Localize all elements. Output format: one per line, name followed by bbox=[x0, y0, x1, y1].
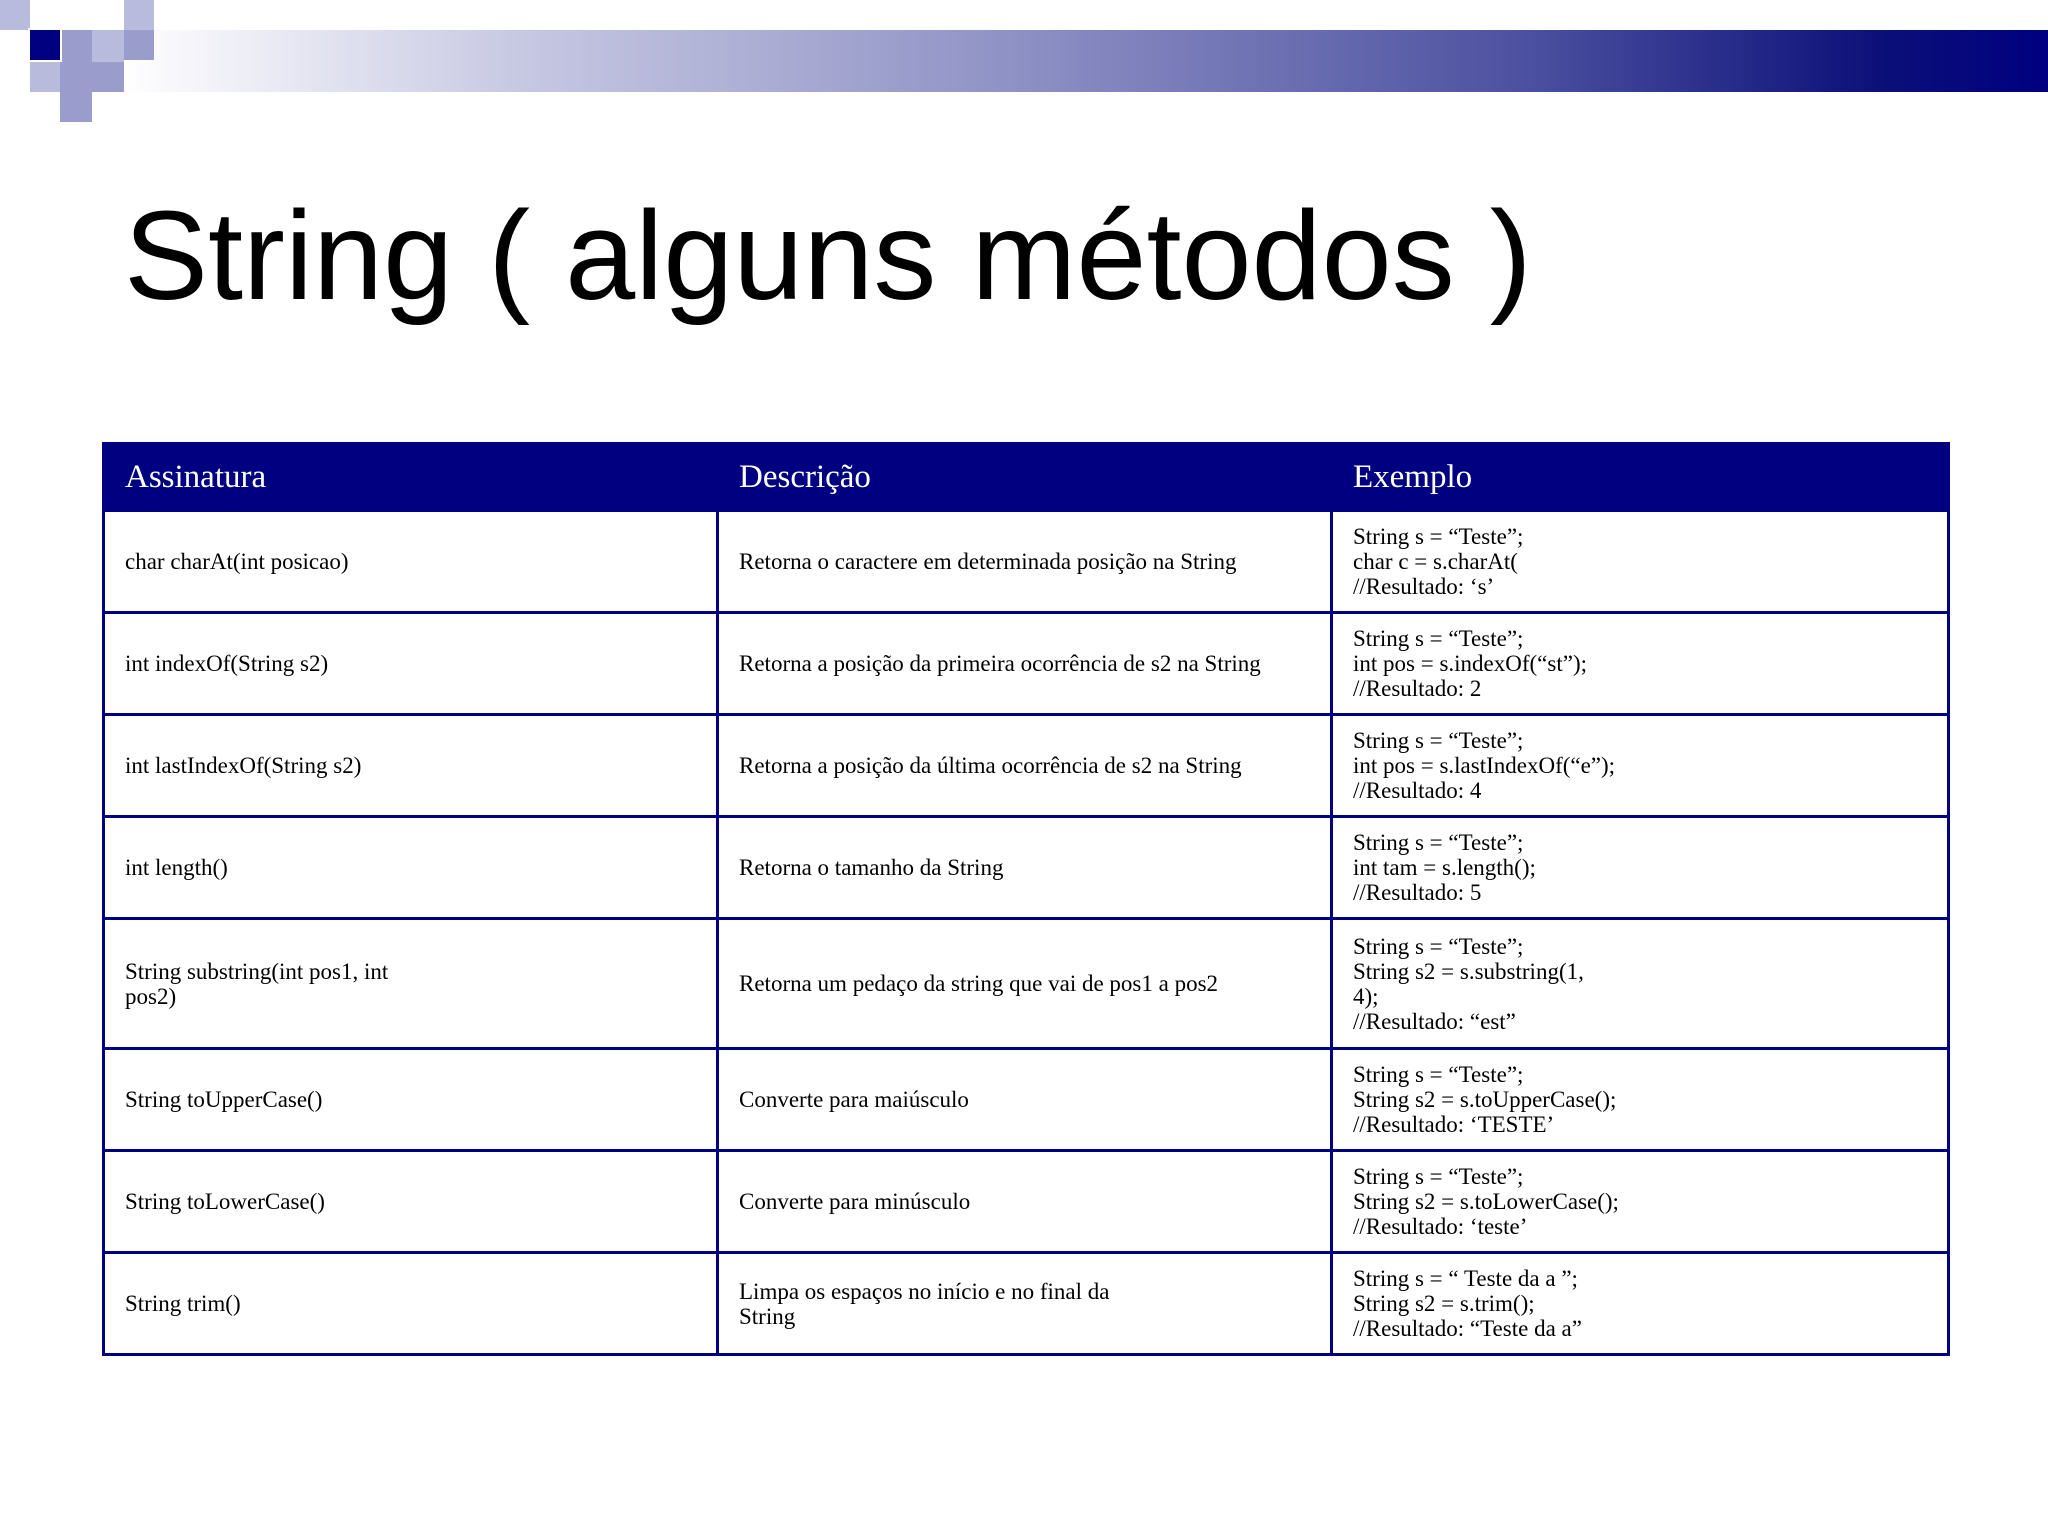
example-cell bbox=[1332, 613, 1949, 715]
example-cell bbox=[1332, 919, 1949, 1049]
example-line: //Resultado: ‘TESTE’ bbox=[1353, 1112, 1555, 1137]
example-line: 4); bbox=[1353, 983, 1379, 1009]
example-line: String s = “Teste”; bbox=[1353, 728, 1524, 753]
example-line: String s = “ Teste da a ”; bbox=[1353, 1266, 1578, 1291]
signature-cell: char charAt(int posicao) bbox=[104, 511, 718, 613]
example-line: String s = “Teste”; bbox=[1353, 524, 1524, 549]
example-line: //Resultado: 5 bbox=[1353, 880, 1482, 905]
example-line: String s2 = s.substring(1, bbox=[1353, 958, 1584, 984]
table-row bbox=[104, 919, 1949, 1049]
table-row bbox=[104, 1049, 1949, 1151]
example-line: String s = “Teste”; bbox=[1353, 1062, 1524, 1087]
description-cell bbox=[718, 1253, 1332, 1355]
example-line: //Resultado: 4 bbox=[1353, 778, 1482, 803]
example-line: int pos = s.lastIndexOf(“e”); bbox=[1353, 753, 1616, 778]
example-line: //Resultado: “est” bbox=[1353, 1008, 1516, 1034]
signature-cell: String trim() bbox=[104, 1253, 718, 1355]
example-cell bbox=[1332, 511, 1949, 613]
example-line: String s2 = s.toUpperCase(); bbox=[1353, 1087, 1617, 1112]
header-description: Descrição bbox=[718, 444, 1332, 511]
example-line: String s2 = s.toLowerCase(); bbox=[1353, 1189, 1619, 1214]
table-header-row bbox=[104, 444, 1949, 511]
example-cell bbox=[1332, 715, 1949, 817]
slide-title: String ( alguns métodos ) bbox=[124, 185, 1532, 326]
signature-cell: String toLowerCase() bbox=[104, 1151, 718, 1253]
signature-cell bbox=[104, 919, 718, 1049]
example-line: String s = “Teste”; bbox=[1353, 933, 1524, 959]
table-row bbox=[104, 817, 1949, 919]
description-cell: Converte para minúsculo bbox=[718, 1151, 1332, 1253]
header-signature: Assinatura bbox=[104, 444, 718, 511]
description-cell: Retorna a posição da última ocorrência de s2 na String bbox=[718, 715, 1332, 817]
example-line: //Resultado: 2 bbox=[1353, 676, 1482, 701]
signature-text: String substring(int pos1, int pos2) bbox=[125, 958, 389, 1009]
example-line: String s = “Teste”; bbox=[1353, 626, 1524, 651]
table-row bbox=[104, 715, 1949, 817]
description-cell: Retorna a posição da primeira ocorrência de s2 na String bbox=[718, 613, 1332, 715]
description-cell: Retorna o tamanho da String bbox=[718, 817, 1332, 919]
description-cell: Converte para maiúsculo bbox=[718, 1049, 1332, 1151]
header-gradient-banner bbox=[0, 30, 2048, 92]
example-line: int tam = s.length(); bbox=[1353, 855, 1536, 880]
signature-cell: int length() bbox=[104, 817, 718, 919]
example-line: //Resultado: ‘s’ bbox=[1353, 574, 1495, 599]
example-line: //Resultado: ‘teste’ bbox=[1353, 1214, 1528, 1239]
header-example: Exemplo bbox=[1332, 444, 1949, 511]
example-cell bbox=[1332, 817, 1949, 919]
description-cell: Retorna o caractere em determinada posição na String bbox=[718, 511, 1332, 613]
signature-cell: int lastIndexOf(String s2) bbox=[104, 715, 718, 817]
example-line: int pos = s.indexOf(“st”); bbox=[1353, 651, 1587, 676]
example-line: String s2 = s.trim(); bbox=[1353, 1291, 1535, 1316]
table-row bbox=[104, 1151, 1949, 1253]
example-cell bbox=[1332, 1151, 1949, 1253]
example-cell bbox=[1332, 1253, 1949, 1355]
example-line: String s = “Teste”; bbox=[1353, 1164, 1524, 1189]
description-cell: Retorna um pedaço da string que vai de pos1 a pos2 bbox=[718, 919, 1332, 1049]
description-text: Limpa os espaços no início e no final da String bbox=[739, 1278, 1110, 1329]
example-cell bbox=[1332, 1049, 1949, 1151]
example-line: //Resultado: “Teste da a” bbox=[1353, 1316, 1582, 1341]
string-methods-table bbox=[102, 442, 1950, 1356]
signature-cell: int indexOf(String s2) bbox=[104, 613, 718, 715]
example-line: String s = “Teste”; bbox=[1353, 830, 1524, 855]
signature-cell: String toUpperCase() bbox=[104, 1049, 718, 1151]
table-row bbox=[104, 1253, 1949, 1355]
table-row bbox=[104, 613, 1949, 715]
table-row bbox=[104, 511, 1949, 613]
example-line: char c = s.charAt( bbox=[1353, 549, 1518, 574]
